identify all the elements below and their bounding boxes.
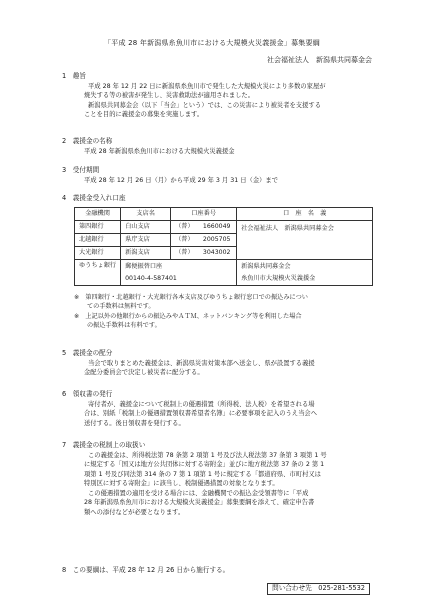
paragraph-line: 項第 1 号及び同法第 314 条の 7 第 1 項第 1 号に規定する「都道府県、市町村又は bbox=[84, 470, 321, 478]
section-heading: 3 受付期間 bbox=[62, 166, 100, 174]
note-line: ※ 上記以外の他銀行からの振込みやＡＴＭ、ネットバンキング等を利用した場合 bbox=[74, 312, 302, 320]
section-receipt bbox=[62, 390, 377, 428]
table-row bbox=[75, 221, 373, 234]
contact-box: 問い合わせ先 025-281-5532 bbox=[267, 583, 370, 595]
account-number: 3043002 bbox=[199, 247, 237, 260]
bank-name: 大光銀行 bbox=[75, 247, 121, 260]
column-header: 支店名 bbox=[121, 208, 171, 221]
paragraph-line: 28 年新潟県糸魚川市における大規模火災義援金」募集要綱を添えて、確定申告書 bbox=[84, 499, 315, 507]
paragraph-line: この優遇措置の適用を受ける場合には、金融機関での振込金受領書等に「平成 bbox=[88, 489, 309, 497]
account-holder: 新潟県共同募金会 bbox=[237, 260, 373, 273]
column-header: 口座番号 bbox=[171, 208, 237, 221]
section-distribution bbox=[62, 349, 377, 378]
paragraph-line: 送付する。後日領収書を発行する。 bbox=[84, 419, 185, 427]
table-header-row bbox=[75, 208, 373, 221]
section-purpose bbox=[62, 72, 377, 120]
section-period bbox=[62, 166, 377, 185]
bank-name: 第四銀行 bbox=[75, 221, 121, 234]
account-type: （普） bbox=[171, 221, 199, 234]
section-heading: 6 領収書の発行 bbox=[62, 390, 113, 398]
paragraph-line: 新潟県共同募金会（以下「当会」という）では、この災害により被災者を支援する bbox=[88, 101, 321, 109]
paragraph-line: に規定する「国又は地方公共団体に対する寄附金」並びに地方税法第 37 条の 2 第 1 bbox=[84, 461, 325, 469]
section-tax-treatment bbox=[62, 441, 377, 517]
paragraph-line: 寄付者が、義援金について税制上の優遇措置（所得税、法人税）を希望される場 bbox=[88, 400, 315, 408]
section-heading: 5 義援金の配分 bbox=[62, 349, 113, 357]
paragraph-line: 平成 28 年新潟県糸魚川市における大規模火災義援金 bbox=[84, 147, 235, 155]
note-line: ※ 第四銀行・北越銀行・大光銀行各本支店及びゆうちょ銀行窓口での振込みについ bbox=[74, 294, 308, 301]
notes-block bbox=[74, 293, 379, 330]
section-heading: 4 義援金受入れ口座 bbox=[62, 194, 126, 202]
section-heading: 1 趣旨 bbox=[62, 72, 86, 80]
account-number: 00140-4-587401 bbox=[121, 273, 237, 286]
organization-name: 社会福祉法人 新潟県共同募金会 bbox=[267, 56, 372, 64]
paragraph-line: 特別区に対する寄附金」に該当し、税制優遇措置の対象となります。 bbox=[84, 480, 279, 488]
paragraph-line: 金配分委員会で決定し被災者に配分する。 bbox=[84, 369, 204, 377]
document-title: 「平成 28 年新潟県糸魚川市における大規模火災義援金」募集要綱 bbox=[104, 39, 320, 47]
bank-name: ゆうちょ銀行 bbox=[75, 260, 121, 286]
paragraph-line: 平成 28 年 12 月 22 日に新潟県糸魚川市で発生した大規模火災により多数の家屋が bbox=[88, 82, 326, 90]
section-fund-name bbox=[62, 137, 377, 156]
branch-name: 郵便振替口座 bbox=[121, 260, 237, 273]
paragraph-line: 平成 28 年 12 月 26 日（月）から平成 29 年 3 月 31 日（金）まで bbox=[84, 176, 279, 184]
paragraph-line: ことを目的に義援金の募集を実施します。 bbox=[84, 111, 204, 119]
branch-name: 県庁支店 bbox=[121, 234, 171, 247]
paragraph-line: 類への添付などが必要となります。 bbox=[84, 508, 185, 516]
paragraph-line: 焼失する等の被害が発生し、災害救助法が適用されました。 bbox=[84, 92, 255, 100]
account-table bbox=[74, 207, 373, 286]
paragraph-line: 当会で取りまとめた義援金は、新潟県災害対策本部へ送金し、県が設置する義援 bbox=[88, 359, 315, 367]
bank-name: 北越銀行 bbox=[75, 234, 121, 247]
branch-name: 白山支店 bbox=[121, 221, 171, 234]
table-row bbox=[75, 260, 373, 273]
column-header: 口 座 名 義 bbox=[237, 208, 373, 221]
column-header: 金融機関 bbox=[75, 208, 121, 221]
account-number: 2005705 bbox=[199, 234, 237, 247]
paragraph-line: 合は、別紙「税制上の優遇措置領収書希望者名簿」に必要事項を記入のうえ当会へ bbox=[84, 410, 317, 418]
account-holder: 社会福祉法人 新潟県共同募金会 bbox=[237, 221, 373, 260]
section-effective-date bbox=[62, 566, 377, 576]
section-heading: 8 この要綱は、平成 28 年 12 月 26 日から施行する。 bbox=[62, 566, 230, 574]
note-line: ての手数料は無料です。 bbox=[87, 303, 155, 311]
account-type: （普） bbox=[171, 247, 199, 260]
note-line: の振込手数料は有料です。 bbox=[87, 321, 161, 329]
section-accounts bbox=[62, 194, 377, 204]
branch-name: 新潟支店 bbox=[121, 247, 171, 260]
account-type: （普） bbox=[171, 234, 199, 247]
account-number: 1660049 bbox=[199, 221, 237, 234]
section-heading: 7 義援金の税制上の取扱い bbox=[62, 441, 146, 449]
account-holder: 糸魚川市大規模火災義援金 bbox=[237, 273, 373, 286]
paragraph-line: この義援金は、所得税法第 78 条第 2 項第 1 号及び法人税法第 37 条第 3 項第 1 号 bbox=[88, 451, 327, 459]
section-heading: 2 義援金の名称 bbox=[62, 137, 113, 145]
